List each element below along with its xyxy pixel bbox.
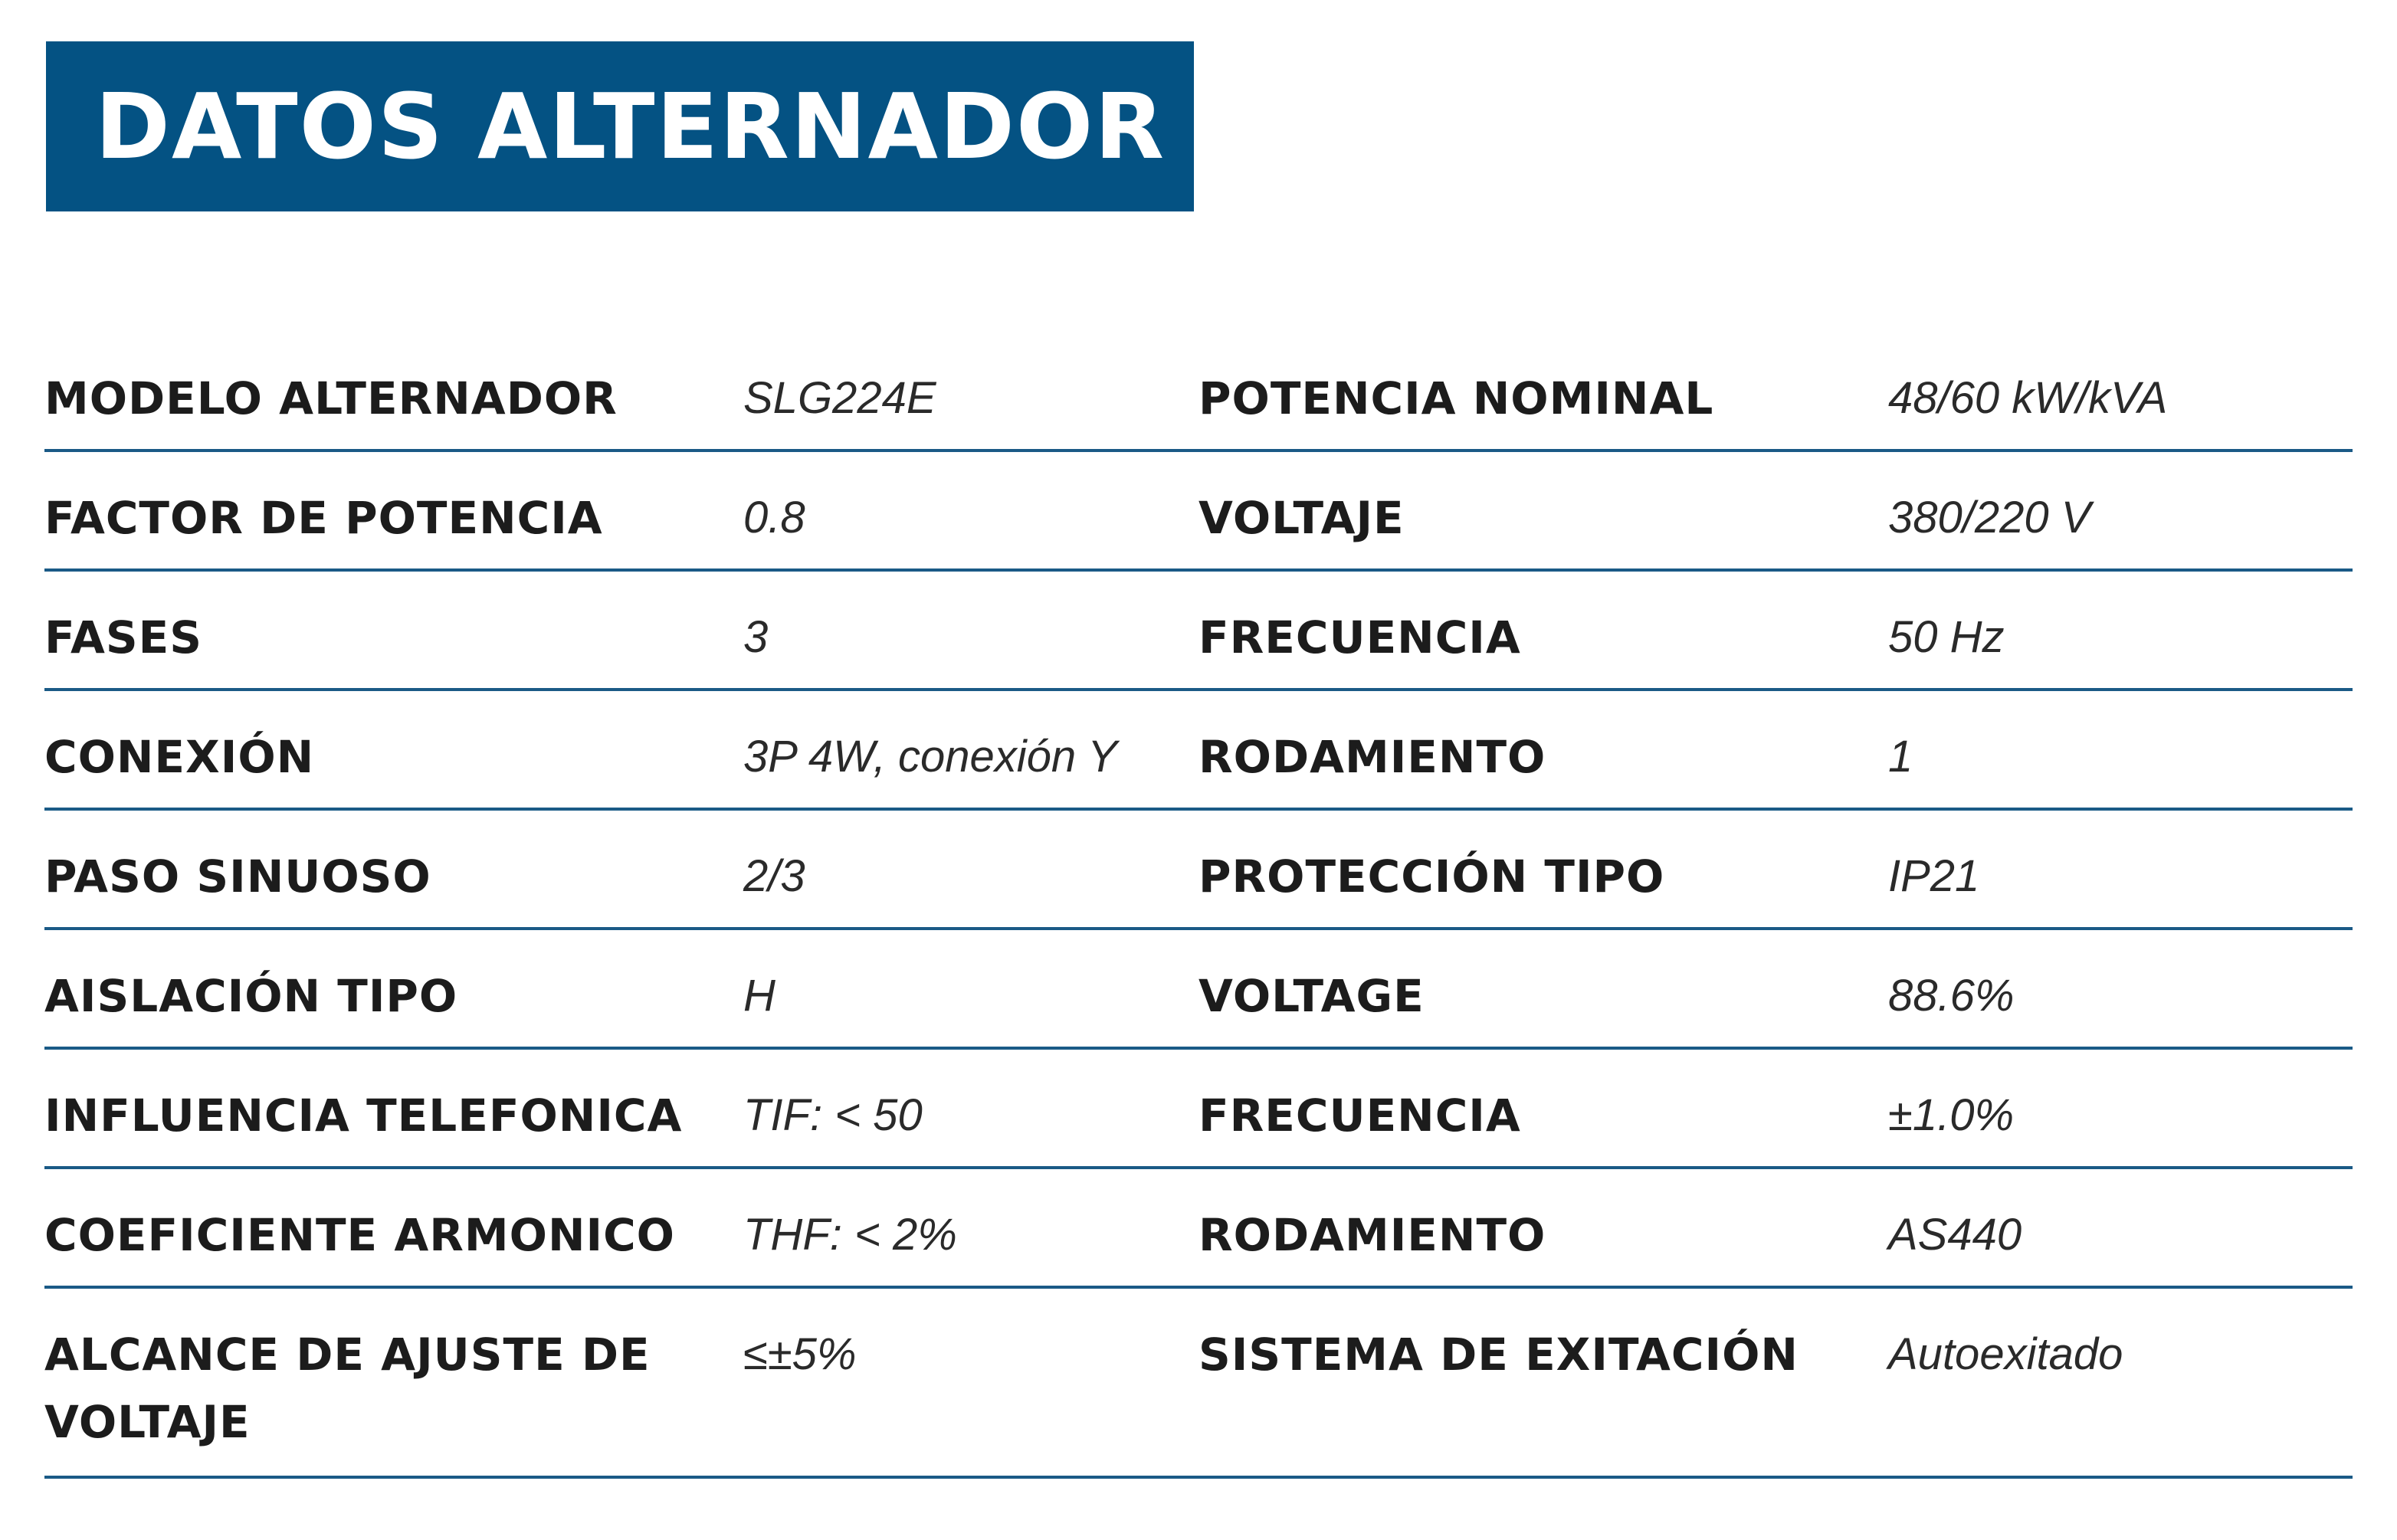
spec-value: 1 xyxy=(1888,732,1913,781)
spec-label: COEFICIENTE ARMONICO xyxy=(44,1209,675,1261)
spec-label: FACTOR DE POTENCIA xyxy=(44,492,603,544)
spec-value: 3P 4W, conexión Y xyxy=(743,732,1117,781)
spec-value: ≤±5% xyxy=(743,1329,857,1379)
spec-value: AS440 xyxy=(1888,1210,2022,1260)
spec-label: POTENCIA NOMINAL xyxy=(1198,372,1714,424)
table-row xyxy=(44,811,2353,930)
page-title: DATOS ALTERNADOR xyxy=(95,74,1166,179)
spec-value: SLG224E xyxy=(743,373,936,423)
spec-label: ALCANCE DE AJUSTE DE VOLTAJE xyxy=(44,1329,651,1448)
table-row xyxy=(44,333,2353,452)
spec-value: 2/3 xyxy=(743,851,805,901)
spec-label: VOLTAGE xyxy=(1198,970,1425,1022)
spec-label: VOLTAJE xyxy=(1198,492,1405,544)
table-row xyxy=(44,1289,2353,1479)
spec-value: TIF: < 50 xyxy=(743,1090,923,1140)
spec-label: FRECUENCIA xyxy=(1198,1089,1521,1142)
spec-label: PASO SINUOSO xyxy=(44,850,431,903)
spec-label: AISLACIÓN TIPO xyxy=(44,970,458,1022)
spec-label: FASES xyxy=(44,611,203,664)
spec-table xyxy=(44,333,2353,1479)
spec-label: RODAMIENTO xyxy=(1198,731,1546,783)
spec-label: SISTEMA DE EXITACIÓN xyxy=(1198,1329,1799,1381)
spec-value: Autoexitado xyxy=(1888,1329,2123,1379)
spec-value: THF: < 2% xyxy=(743,1210,957,1260)
title-banner xyxy=(46,41,1194,211)
spec-label: RODAMIENTO xyxy=(1198,1209,1546,1261)
table-row xyxy=(44,1169,2353,1289)
table-row xyxy=(44,572,2353,691)
spec-label: CONEXIÓN xyxy=(44,731,315,783)
table-row xyxy=(44,452,2353,572)
spec-value: H xyxy=(743,971,776,1021)
spec-value: 88.6% xyxy=(1888,971,2015,1021)
spec-label: FRECUENCIA xyxy=(1198,611,1521,664)
spec-label: INFLUENCIA TELEFONICA xyxy=(44,1089,683,1142)
spec-label: MODELO ALTERNADOR xyxy=(44,372,618,424)
table-row xyxy=(44,930,2353,1050)
spec-value: IP21 xyxy=(1888,851,1980,901)
spec-value: 48/60 kW/kVA xyxy=(1888,373,2168,423)
spec-value: 380/220 V xyxy=(1888,493,2091,542)
spec-value: ±1.0% xyxy=(1888,1090,2015,1140)
table-row xyxy=(44,1050,2353,1169)
spec-value: 0.8 xyxy=(743,493,805,542)
spec-label: PROTECCIÓN TIPO xyxy=(1198,850,1665,903)
spec-value: 50 Hz xyxy=(1888,612,2005,662)
table-row xyxy=(44,691,2353,811)
spec-value: 3 xyxy=(743,612,769,662)
